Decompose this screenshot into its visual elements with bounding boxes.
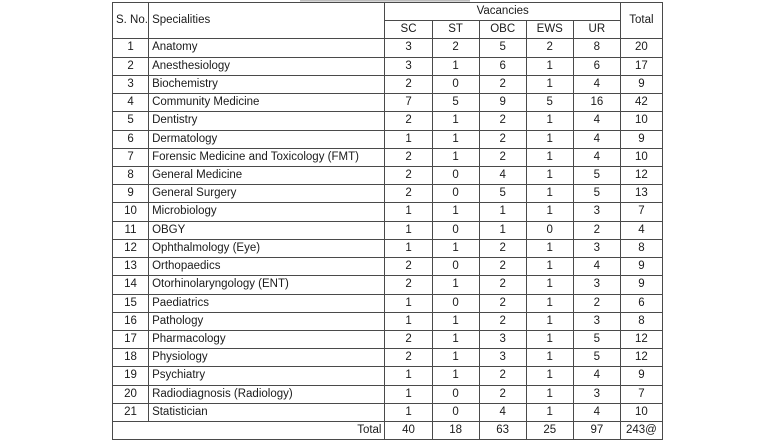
cell-sc: 1 [385,130,432,148]
header-row-group [113,3,663,21]
cell-total: 13 [620,185,662,203]
cell-total: 12 [620,330,662,348]
cell-speciality: Anatomy [149,39,385,57]
cell-sno: 6 [113,130,149,148]
cell-st: 0 [432,385,479,403]
cell-ur: 2 [573,221,620,239]
cell-obc: 2 [479,130,526,148]
header-category-ews: EWS [526,21,573,39]
cell-obc: 1 [479,203,526,221]
cell-ews: 1 [526,276,573,294]
cell-ur: 5 [573,166,620,184]
table-row [113,403,663,421]
cell-ews: 1 [526,57,573,75]
cell-obc: 9 [479,94,526,112]
table-row [113,239,663,257]
cell-ur: 4 [573,112,620,130]
cell-sc: 1 [385,312,432,330]
table-foot [113,422,663,440]
cell-speciality: Dentistry [149,112,385,130]
cell-st: 0 [432,166,479,184]
cell-sno: 7 [113,148,149,166]
cell-total: 8 [620,312,662,330]
cell-sno: 5 [113,112,149,130]
cell-total: 7 [620,203,662,221]
cell-st: 1 [432,349,479,367]
cell-sc: 2 [385,276,432,294]
table-row [113,166,663,184]
cell-ews: 1 [526,349,573,367]
cell-total: 9 [620,130,662,148]
cell-sno: 13 [113,258,149,276]
table-row [113,57,663,75]
totals-obc: 63 [479,422,526,440]
cell-st: 5 [432,94,479,112]
header-specialities: Specialities [149,3,385,39]
cell-ews: 1 [526,148,573,166]
cell-ur: 4 [573,367,620,385]
cell-ews: 1 [526,330,573,348]
cell-speciality: General Surgery [149,185,385,203]
cell-sc: 2 [385,75,432,93]
cell-obc: 4 [479,166,526,184]
cell-ur: 6 [573,57,620,75]
cell-total: 42 [620,94,662,112]
header-category-ur: UR [573,21,620,39]
cell-st: 1 [432,148,479,166]
table-row [113,349,663,367]
cell-ews: 1 [526,385,573,403]
cell-total: 9 [620,276,662,294]
cell-ews: 1 [526,75,573,93]
vacancy-table-container [112,2,663,440]
cell-obc: 2 [479,276,526,294]
table-row [113,94,663,112]
cell-sc: 7 [385,94,432,112]
header-sno: S. No. [113,3,149,39]
cell-ews: 1 [526,130,573,148]
cell-sc: 2 [385,258,432,276]
cell-obc: 3 [479,330,526,348]
cell-ur: 5 [573,330,620,348]
cell-st: 1 [432,203,479,221]
table-row [113,203,663,221]
cell-ur: 5 [573,349,620,367]
table-head [113,3,663,39]
cell-speciality: Pathology [149,312,385,330]
totals-st: 18 [432,422,479,440]
cell-speciality: Biochemistry [149,75,385,93]
cell-ews: 1 [526,166,573,184]
cell-sno: 15 [113,294,149,312]
cell-speciality: Orthopaedics [149,258,385,276]
cell-ews: 5 [526,94,573,112]
cell-speciality: Physiology [149,349,385,367]
cell-sc: 2 [385,166,432,184]
cell-st: 1 [432,367,479,385]
cell-ur: 3 [573,312,620,330]
speciality-vacancy-table [112,2,663,440]
cell-st: 0 [432,221,479,239]
cell-speciality: Radiodiagnosis (Radiology) [149,385,385,403]
header-category-st: ST [432,21,479,39]
cell-total: 9 [620,367,662,385]
cell-speciality: Psychiatry [149,367,385,385]
cell-ews: 1 [526,367,573,385]
cell-obc: 5 [479,39,526,57]
cell-sno: 19 [113,367,149,385]
cell-total: 12 [620,166,662,184]
cell-sno: 1 [113,39,149,57]
cell-sc: 2 [385,185,432,203]
cell-sno: 4 [113,94,149,112]
cell-ur: 3 [573,385,620,403]
cell-sno: 3 [113,75,149,93]
cell-speciality: General Medicine [149,166,385,184]
cell-sno: 10 [113,203,149,221]
table-row [113,330,663,348]
cell-obc: 4 [479,403,526,421]
cell-ews: 1 [526,294,573,312]
cell-total: 10 [620,112,662,130]
cell-sc: 1 [385,294,432,312]
cell-sc: 1 [385,221,432,239]
cell-ur: 8 [573,39,620,57]
cell-speciality: Anesthesiology [149,57,385,75]
totals-label: Total [113,422,385,440]
table-row [113,276,663,294]
header-category-obc: OBC [479,21,526,39]
cell-sc: 2 [385,330,432,348]
cell-st: 0 [432,403,479,421]
cell-sno: 8 [113,166,149,184]
table-row [113,221,663,239]
cell-st: 1 [432,130,479,148]
table-row [113,385,663,403]
cell-total: 9 [620,75,662,93]
table-row [113,112,663,130]
cell-st: 1 [432,239,479,257]
cell-obc: 2 [479,312,526,330]
table-row [113,312,663,330]
cell-speciality: Community Medicine [149,94,385,112]
cell-obc: 2 [479,75,526,93]
cell-speciality: Dermatology [149,130,385,148]
cell-ews: 2 [526,39,573,57]
table-row [113,258,663,276]
table-row [113,185,663,203]
header-category-sc: SC [385,21,432,39]
cell-sno: 9 [113,185,149,203]
cell-ur: 4 [573,403,620,421]
cell-sc: 3 [385,57,432,75]
totals-ews: 25 [526,422,573,440]
cell-sno: 18 [113,349,149,367]
cell-sc: 3 [385,39,432,57]
cell-total: 17 [620,57,662,75]
cell-ur: 4 [573,75,620,93]
cell-ews: 0 [526,221,573,239]
cell-obc: 5 [479,185,526,203]
cell-obc: 2 [479,385,526,403]
totals-row [113,422,663,440]
cell-speciality: Ophthalmology (Eye) [149,239,385,257]
cell-ews: 1 [526,258,573,276]
cell-ews: 1 [526,112,573,130]
cell-obc: 2 [479,294,526,312]
cell-total: 12 [620,349,662,367]
table-row [113,75,663,93]
cell-ur: 3 [573,276,620,294]
cell-ews: 1 [526,203,573,221]
cell-ews: 1 [526,312,573,330]
cell-sno: 21 [113,403,149,421]
cell-obc: 1 [479,221,526,239]
cell-speciality: Statistician [149,403,385,421]
cell-speciality: Paediatrics [149,294,385,312]
cell-sc: 1 [385,403,432,421]
cell-total: 10 [620,148,662,166]
cell-ur: 3 [573,239,620,257]
cell-total: 8 [620,239,662,257]
cell-speciality: Otorhinolaryngology (ENT) [149,276,385,294]
cell-sno: 12 [113,239,149,257]
cell-sno: 16 [113,312,149,330]
cell-total: 9 [620,258,662,276]
cell-ur: 4 [573,258,620,276]
cell-st: 2 [432,39,479,57]
cell-obc: 3 [479,349,526,367]
cell-obc: 2 [479,258,526,276]
cell-total: 7 [620,385,662,403]
cell-speciality: Microbiology [149,203,385,221]
table-row [113,148,663,166]
totals-ur: 97 [573,422,620,440]
cell-total: 10 [620,403,662,421]
cell-st: 0 [432,294,479,312]
table-row [113,130,663,148]
cell-st: 0 [432,75,479,93]
cell-total: 6 [620,294,662,312]
cell-st: 1 [432,330,479,348]
cell-sc: 1 [385,367,432,385]
cell-obc: 2 [479,239,526,257]
cell-obc: 6 [479,57,526,75]
cell-sc: 1 [385,239,432,257]
cell-st: 0 [432,258,479,276]
header-vacancies-group: Vacancies [385,3,620,21]
cell-obc: 2 [479,367,526,385]
totals-sc: 40 [385,422,432,440]
cell-ur: 2 [573,294,620,312]
cell-sc: 2 [385,148,432,166]
totals-grand: 243@ [620,422,662,440]
cell-sno: 17 [113,330,149,348]
cell-ur: 4 [573,148,620,166]
header-total-column: Total [620,3,662,39]
cell-ur: 5 [573,185,620,203]
cell-sc: 1 [385,385,432,403]
cell-st: 0 [432,185,479,203]
table-row [113,39,663,57]
cell-ur: 4 [573,130,620,148]
cell-sno: 20 [113,385,149,403]
cell-ur: 3 [573,203,620,221]
cell-st: 1 [432,276,479,294]
cell-speciality: Forensic Medicine and Toxicology (FMT) [149,148,385,166]
cell-total: 4 [620,221,662,239]
cell-st: 1 [432,312,479,330]
cell-obc: 2 [479,112,526,130]
cell-ews: 1 [526,239,573,257]
cell-ews: 1 [526,185,573,203]
cell-speciality: OBGY [149,221,385,239]
cell-sc: 2 [385,112,432,130]
cell-ews: 1 [526,403,573,421]
table-row [113,294,663,312]
cell-sc: 1 [385,203,432,221]
table-body [113,39,663,422]
cell-total: 20 [620,39,662,57]
cell-ur: 16 [573,94,620,112]
cell-sno: 11 [113,221,149,239]
table-row [113,367,663,385]
cell-st: 1 [432,57,479,75]
cell-st: 1 [432,112,479,130]
cell-speciality: Pharmacology [149,330,385,348]
cell-sno: 14 [113,276,149,294]
cell-sc: 2 [385,349,432,367]
cell-sno: 2 [113,57,149,75]
cell-obc: 2 [479,148,526,166]
